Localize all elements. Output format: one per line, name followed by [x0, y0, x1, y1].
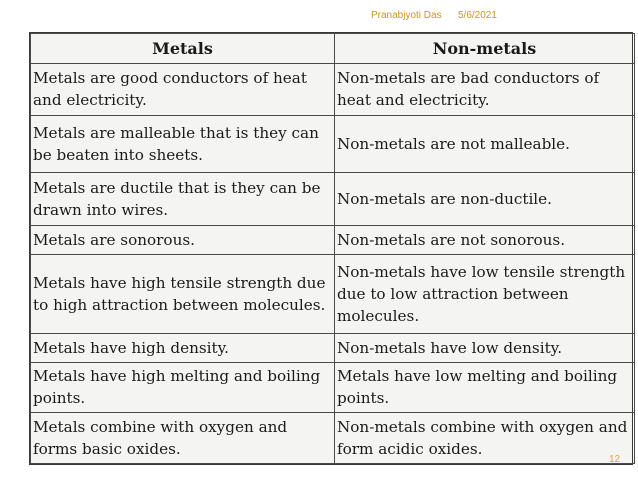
non-metals-cell: Non-metals combine with oxygen and form acidic oxides. — [335, 413, 635, 464]
metals-cell: Metals combine with oxygen and forms basic oxides. — [31, 413, 335, 464]
page-number: 12 — [609, 454, 621, 465]
table-row — [31, 413, 635, 464]
metals-cell: Metals are malleable that is they can be beaten into sheets. — [31, 115, 335, 172]
non-metals-cell: Non-metals are non-ductile. — [335, 172, 635, 226]
table-row — [31, 64, 635, 116]
column-header-metals: Metals — [31, 34, 335, 64]
table-row — [31, 255, 635, 334]
column-header-non-metals: Non-metals — [335, 34, 635, 64]
non-metals-cell: Non-metals are not sonorous. — [335, 226, 635, 255]
non-metals-cell: Non-metals are bad conductors of heat and electricity. — [335, 64, 635, 116]
non-metals-cell: Metals have low melting and boiling points. — [335, 362, 635, 413]
metals-cell: Metals have high tensile strength due to high attraction between molecules. — [31, 255, 335, 334]
slide-header — [0, 8, 638, 24]
table-row — [31, 362, 635, 413]
table-row — [31, 115, 635, 172]
comparison-table — [30, 33, 635, 464]
metals-cell: Metals are ductile that is they can be drawn into wires. — [31, 172, 335, 226]
table-header-row — [31, 34, 635, 64]
metals-cell: Metals are sonorous. — [31, 226, 335, 255]
non-metals-cell: Non-metals have low density. — [335, 333, 635, 362]
metals-cell: Metals have high density. — [31, 333, 335, 362]
slide-date: 5/6/2021 — [458, 10, 497, 21]
metals-cell: Metals have high melting and boiling points. — [31, 362, 335, 413]
table-row — [31, 333, 635, 362]
metals-cell: Metals are good conductors of heat and electricity. — [31, 64, 335, 116]
table-row — [31, 172, 635, 226]
non-metals-cell: Non-metals are not malleable. — [335, 115, 635, 172]
author-name: Pranabjyoti Das — [371, 10, 442, 21]
comparison-table-container — [29, 32, 633, 465]
non-metals-cell: Non-metals have low tensile strength due to low attraction between molecules. — [335, 255, 635, 334]
table-row — [31, 226, 635, 255]
